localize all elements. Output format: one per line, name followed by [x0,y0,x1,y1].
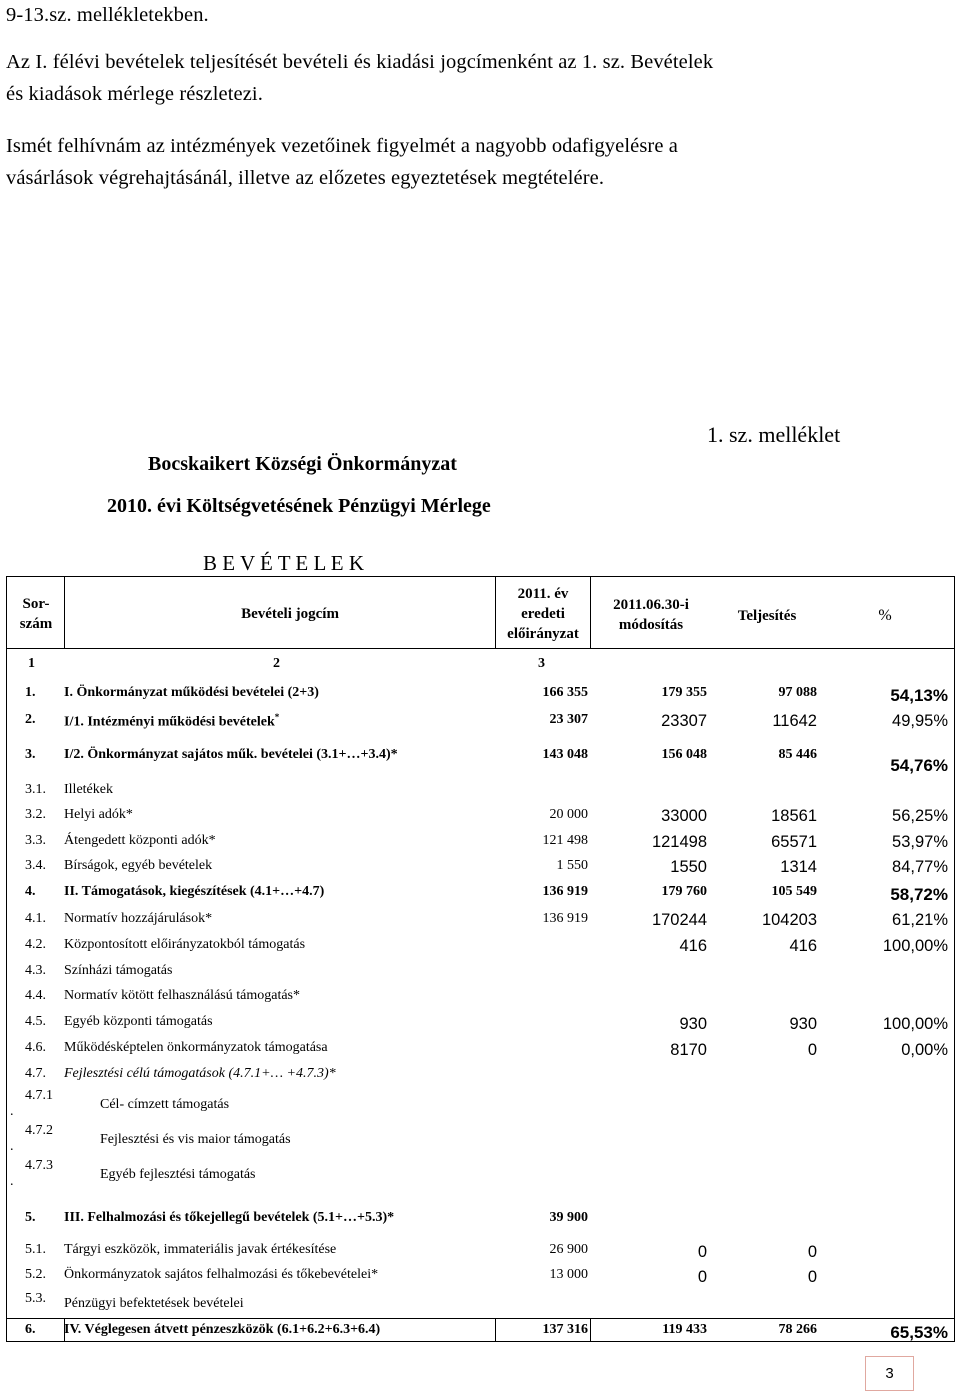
row-performance: 0 [807,1041,817,1059]
header-divider [590,576,591,648]
row-name: III. Felhalmozási és tőkejellegű bevételek (5.1+…+5.3)* [64,1210,395,1225]
row-number: 3.4. [25,858,46,873]
col-number-2: 2 [273,656,280,671]
row-performance: 0 [807,1268,817,1286]
row-name: Átengedett központi adók* [64,833,216,848]
col-header-performance: Teljesítés [737,608,797,624]
row-name: II. Támogatások, kiegészítések (4.1+…+4.7) [64,884,325,899]
row-performance: 97 088 [778,685,817,700]
row-performance: 1314 [780,858,817,876]
row-modified: 119 433 [662,1322,707,1337]
row-percent: 100,00% [882,937,948,955]
row-name: Tárgyi eszközök, immateriális javak értékesítése [64,1242,337,1257]
row-performance: 0 [807,1243,817,1261]
organization-title: Bocskaikert Községi Önkormányzat [148,453,457,475]
row-percent: 61,21% [892,911,948,929]
row-original: 39 900 [549,1210,588,1225]
row-name-text: I/1. Intézményi működési bevételek [64,714,275,730]
row-percent: 100,00% [882,1015,948,1033]
row-name: Cél- címzett támogatás [100,1097,230,1112]
row-number: 3.1. [25,782,46,797]
row-percent: 53,97% [892,833,948,851]
col-number-1: 1 [28,656,35,671]
row-percent: 58,72% [890,885,948,904]
intro-line-4: Ismét felhívnám az intézmények vezetőinek figyelmét a nagyobb odafigyelésre a [6,135,678,157]
row-number: 4.7. [25,1066,46,1081]
col-header-number-l2: szám [19,616,53,632]
row-number-suffix: . [10,1104,14,1119]
col-header-original [497,584,589,644]
row-modified: 0 [697,1268,707,1286]
row-number: 4.6. [25,1040,46,1055]
header-divider [495,576,496,648]
page-number: 3 [865,1356,914,1391]
row-performance: 78 266 [778,1322,817,1337]
total-divider [590,1318,591,1342]
header-rule [6,648,955,649]
total-rule [6,1318,955,1319]
row-performance: 18561 [771,807,817,825]
row-percent: 49,95% [892,712,948,730]
row-original: 26 900 [549,1242,588,1257]
row-number: 4.2. [25,937,46,952]
row-number: 4.5. [25,1014,46,1029]
report-subtitle: 2010. évi Költségvetésének Pénzügyi Mérlege [107,495,491,517]
annex-label: 1. sz. melléklet [707,422,841,447]
col-header-name: Bevételi jogcím [241,606,339,622]
row-performance: 105 549 [771,884,817,899]
row-performance: 416 [789,937,817,955]
row-modified: 179 760 [661,884,707,899]
row-name: Színházi támogatás [64,963,173,978]
header-divider [64,576,65,648]
row-name: I/2. Önkormányzat sajátos műk. bevételei (3.1+…+3.4)* [64,747,398,762]
row-name: Fejlesztési célú támogatások (4.7.1+… +4.7.3)* [64,1066,336,1081]
intro-line-2: Az I. félévi bevételek teljesítését bevételi és kiadási jogcímenként az 1. sz. Bevételek [6,51,714,73]
row-performance: 104203 [761,911,817,929]
row-percent: 0,00% [901,1041,948,1059]
intro-line-5: vásárlások végrehajtásánál, illetve az előzetes egyeztetések megtételére. [6,167,605,189]
row-original: 20 000 [549,807,588,822]
row-name: IV. Véglegesen átvett pénzeszközök (6.1+6.2+6.3+6.4) [64,1322,381,1337]
row-performance: 930 [789,1015,817,1033]
row-original: 136 919 [542,884,588,899]
row-number: 4.4. [25,988,46,1003]
row-original: 137 316 [542,1322,588,1337]
row-percent: 84,77% [892,858,948,876]
row-number: 6. [25,1322,36,1337]
row-number: 5.1. [25,1242,46,1257]
row-name: Helyi adók* [64,807,133,822]
row-performance: 65571 [771,833,817,851]
row-number-suffix: . [10,1139,14,1154]
row-name: Működésképtelen önkormányzatok támogatása [64,1040,328,1055]
row-number: 3.3. [25,833,46,848]
row-modified: 170244 [651,911,707,929]
row-name: Egyéb központi támogatás [64,1014,213,1029]
row-percent: 54,13% [890,686,948,705]
row-name: Normatív kötött felhasználású támogatás* [64,988,300,1003]
col-header-original-l2: eredeti [521,606,565,622]
row-percent: 56,25% [892,807,948,825]
row-original: 13 000 [549,1267,588,1282]
row-name-footnote: * [274,712,280,722]
row-name: Pénzügyi befektetések bevételei [64,1296,244,1311]
col-header-modified-l2: módosítás [618,617,684,633]
row-modified: 179 355 [661,685,707,700]
row-number: 4. [25,884,36,899]
row-original: 136 919 [542,911,588,926]
row-number: 4.3. [25,963,46,978]
row-percent: 54,76% [890,756,948,775]
row-performance: 11642 [772,712,817,730]
row-modified: 156 048 [661,747,707,762]
row-original: 121 498 [542,833,588,848]
row-number: 4.7.2 [25,1123,53,1138]
row-number: 5.2. [25,1267,46,1282]
row-number: 5. [25,1210,36,1225]
row-name: Fejlesztési és vis maior támogatás [100,1132,291,1147]
row-modified: 416 [679,937,707,955]
row-number: 3. [25,747,36,762]
intro-line-1: 9-13.sz. mellékletekben. [6,4,209,26]
row-modified: 8170 [670,1041,707,1059]
col-header-modified-l1: 2011.06.30-i [613,597,689,613]
col-header-number [14,594,58,634]
col-header-original-l3: előirányzat [507,626,579,642]
row-name: I. Önkormányzat működési bevételei (2+3) [64,685,319,700]
row-modified: 23307 [661,712,707,730]
col-header-percent: % [878,607,892,624]
col-number-3: 3 [538,656,545,671]
row-name: Illetékek [64,782,113,797]
row-number: 4.7.3 [25,1158,53,1173]
row-modified: 1550 [670,858,707,876]
col-header-modified [592,595,710,635]
row-modified: 0 [697,1243,707,1261]
row-number: 5.3. [25,1291,46,1306]
row-name: Egyéb fejlesztési támogatás [100,1167,256,1182]
row-original: 143 048 [542,747,588,762]
row-number: 3.2. [25,807,46,822]
row-name [64,712,279,731]
row-modified: 121498 [651,833,707,851]
row-number: 1. [25,685,36,700]
row-modified: 930 [679,1015,707,1033]
row-name: Központosított előirányzatokból támogatás [64,937,306,952]
row-name: Önkormányzatok sajátos felhalmozási és tőkebevételei* [64,1267,379,1282]
row-number: 2. [25,712,36,727]
row-number: 4.7.1 [25,1088,53,1103]
col-header-original-l1: 2011. év [517,586,569,602]
row-number: 4.1. [25,911,46,926]
row-original: 166 355 [542,685,588,700]
intro-line-3: és kiadások mérlege részletezi. [6,83,263,105]
total-divider [495,1318,496,1342]
row-original: 1 550 [556,858,588,873]
col-header-number-l1: Sor- [22,596,50,612]
row-name: Normatív hozzájárulások* [64,911,213,926]
row-performance: 85 446 [778,747,817,762]
row-number-suffix: . [10,1174,14,1189]
row-modified: 33000 [661,807,707,825]
section-title: B E V É T E L E K [203,551,365,575]
row-original: 23 307 [549,712,588,727]
row-name: Bírságok, egyéb bevételek [64,858,213,873]
row-percent: 65,53% [890,1323,948,1342]
